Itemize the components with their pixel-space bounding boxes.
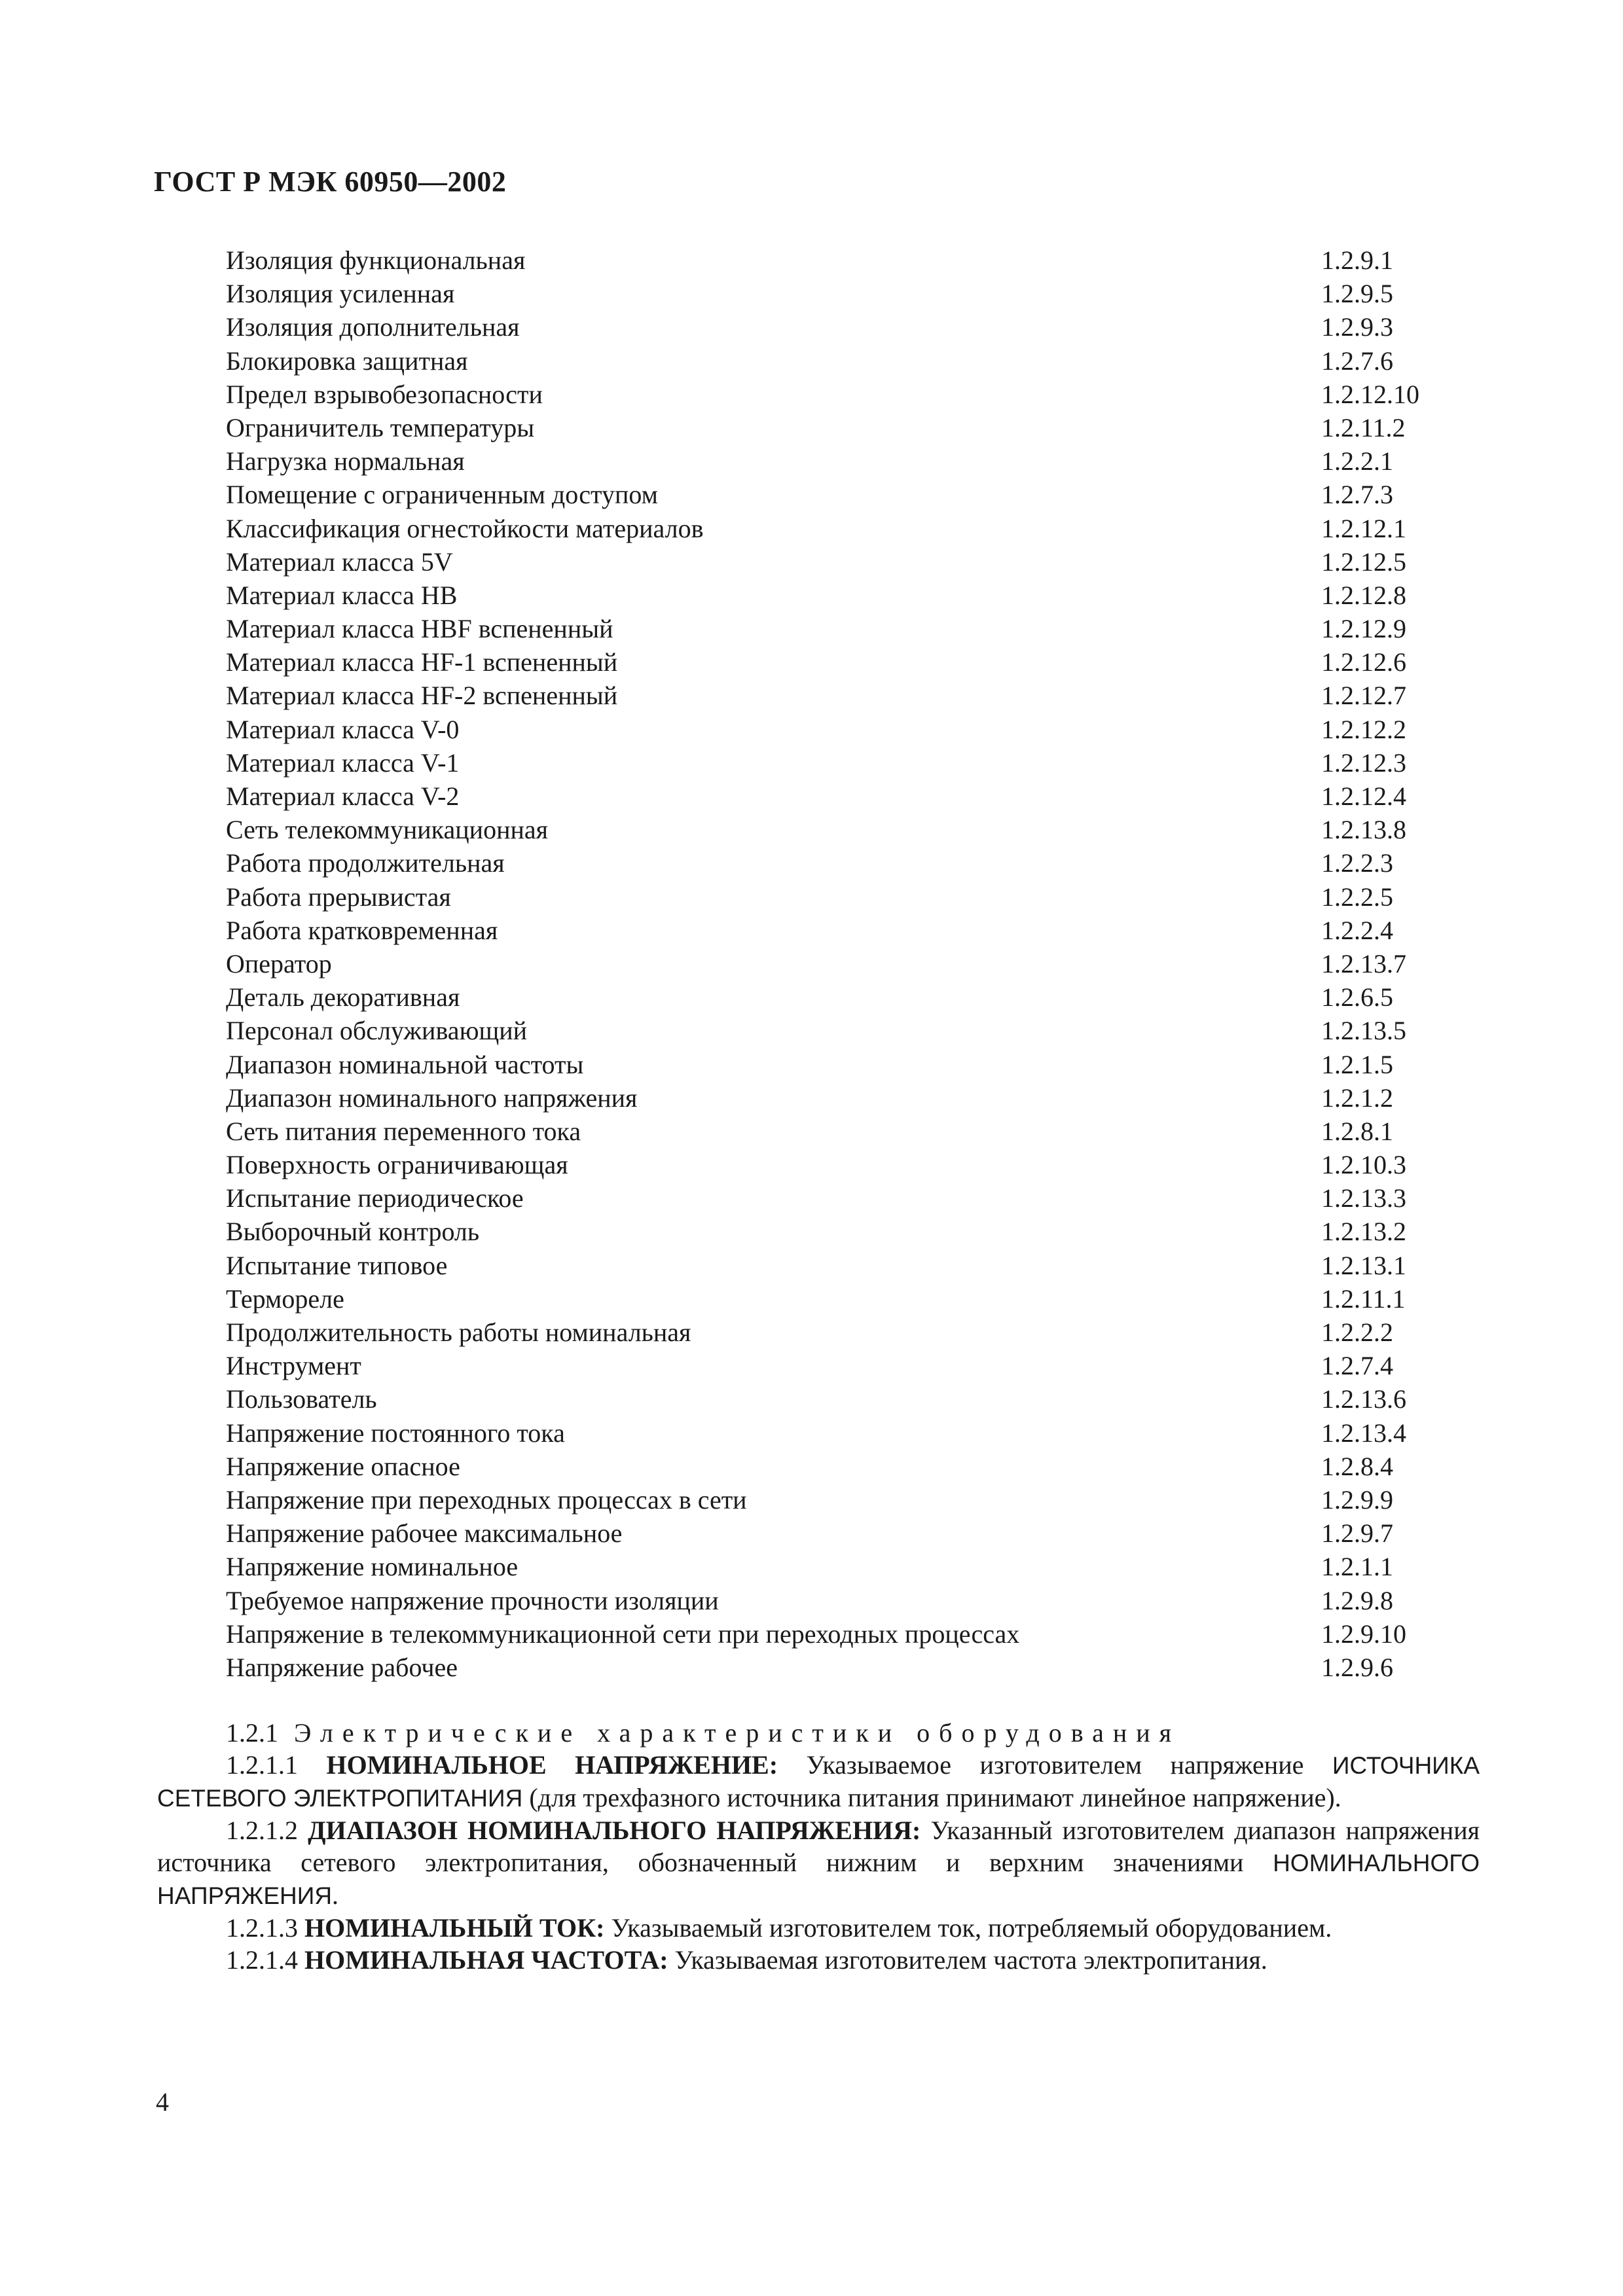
- index-ref: 1.2.13.8: [1321, 815, 1406, 845]
- index-ref: 1.2.2.5: [1321, 882, 1393, 912]
- index-term: Работа кратковременная: [226, 915, 498, 945]
- index-entry: [226, 1181, 1470, 1215]
- index-entry: [226, 1148, 1470, 1181]
- index-term: Диапазон номинальной частоты: [226, 1049, 584, 1079]
- definition-text: Указываемое изготовителем напряжение: [806, 1750, 1332, 1780]
- index-ref: 1.2.1.5: [1321, 1049, 1393, 1079]
- clause-number: 1.2.1.2: [226, 1816, 298, 1845]
- index-term: Испытание типовое: [226, 1250, 448, 1280]
- index-entry: [226, 880, 1470, 914]
- index-entry: [226, 1450, 1470, 1483]
- index-ref: 1.2.8.1: [1321, 1116, 1393, 1146]
- index-term: Ограничитель температуры: [226, 412, 535, 442]
- index-term: Термореле: [226, 1283, 344, 1314]
- index-ref: 1.2.13.3: [1321, 1183, 1406, 1213]
- index-term: Изоляция дополнительная: [226, 312, 520, 342]
- index-ref: 1.2.12.2: [1321, 714, 1406, 744]
- index-entry: [226, 1483, 1470, 1516]
- index-entry: [226, 1249, 1470, 1282]
- index-term: Продолжительность работы номинальная: [226, 1318, 691, 1347]
- index-ref: 1.2.13.2: [1321, 1217, 1406, 1247]
- index-term: Материал класса V-2: [226, 781, 460, 811]
- index-term: Материал класса HF-2 вспененный: [226, 681, 618, 711]
- defined-term: НОМИНАЛЬНАЯ ЧАСТОТА:: [304, 1945, 668, 1975]
- index-ref: 1.2.7.6: [1321, 346, 1393, 376]
- index-term: Блокировка защитная: [226, 346, 468, 376]
- index-entry: [226, 579, 1470, 612]
- index-ref: 1.2.1.1: [1321, 1552, 1393, 1582]
- index-term: Сеть питания переменного тока: [226, 1116, 581, 1146]
- index-term: Материал класса V-1: [226, 747, 460, 778]
- index-term: Напряжение постоянного тока: [226, 1418, 565, 1448]
- index-ref: 1.2.11.2: [1321, 412, 1406, 442]
- index-entry: [226, 1215, 1470, 1248]
- index-term: Сеть телекоммуникационная: [226, 815, 549, 845]
- index-term: Материал класса HB: [226, 580, 458, 610]
- index-ref: 1.2.12.4: [1321, 781, 1406, 811]
- index-term: Персонал обслуживающий: [226, 1016, 528, 1046]
- index-ref: 1.2.2.3: [1321, 848, 1393, 878]
- index-entry: [226, 1115, 1470, 1148]
- index-entry: [226, 310, 1470, 344]
- index-ref: 1.2.11.1: [1321, 1283, 1406, 1314]
- index-term: Напряжение в телекоммуникационной сети при переходных процессах: [226, 1619, 1020, 1649]
- index-entry: [226, 1516, 1470, 1550]
- definition-text-continued: (для трехфазного источника питания принимают линейное напряжение).: [522, 1783, 1341, 1812]
- index-entry: [226, 1282, 1470, 1316]
- index-ref: 1.2.9.9: [1321, 1484, 1393, 1515]
- index-entry: [226, 1349, 1470, 1382]
- index-entry: [226, 746, 1470, 780]
- clause-number: 1.2.1.3: [226, 1913, 298, 1943]
- index-entry: [226, 512, 1470, 545]
- index-ref: 1.2.2.2: [1321, 1318, 1393, 1347]
- index-term: Пользователь: [226, 1384, 377, 1414]
- definition-text: Указываемая изготовителем частота электропитания.: [674, 1945, 1267, 1975]
- term-index-list: [226, 243, 1470, 1684]
- index-entry: [226, 378, 1470, 411]
- index-ref: 1.2.2.1: [1321, 446, 1393, 476]
- index-entry: [226, 1081, 1470, 1115]
- index-entry: [226, 1584, 1470, 1617]
- index-entry: [226, 780, 1470, 813]
- index-entry: [226, 478, 1470, 511]
- index-term: Работа продолжительная: [226, 848, 505, 878]
- page-number: 4: [156, 2087, 169, 2117]
- defined-term: ДИАПАЗОН НОМИНАЛЬНОГО НАПРЯЖЕНИЯ:: [308, 1816, 921, 1845]
- index-entry: [226, 947, 1470, 980]
- definition-paragraph: [157, 1912, 1480, 1944]
- definition-text: Указываемый изготовителем ток, потребляемый оборудованием.: [611, 1913, 1332, 1943]
- index-entry: [226, 545, 1470, 579]
- defined-term: НОМИНАЛЬНОЕ НАПРЯЖЕНИЕ:: [326, 1750, 778, 1780]
- index-entry: [226, 1048, 1470, 1081]
- index-entry: [226, 1316, 1470, 1349]
- index-ref: 1.2.12.8: [1321, 580, 1406, 610]
- index-term: Предел взрывобезопасности: [226, 379, 543, 409]
- index-ref: 1.2.8.4: [1321, 1451, 1393, 1481]
- definition-paragraph: [157, 1944, 1480, 1976]
- index-entry: [226, 679, 1470, 712]
- index-ref: 1.2.12.5: [1321, 547, 1406, 577]
- index-entry: [226, 1651, 1470, 1684]
- index-entry: [226, 1550, 1470, 1583]
- index-ref: 1.2.7.3: [1321, 480, 1393, 510]
- index-ref: 1.2.9.8: [1321, 1585, 1393, 1615]
- index-ref: 1.2.13.1: [1321, 1250, 1406, 1280]
- index-term: Поверхность ограничивающая: [226, 1150, 568, 1180]
- index-entry: [226, 612, 1470, 645]
- index-term: Работа прерывистая: [226, 882, 451, 912]
- index-entry: [226, 713, 1470, 746]
- document-header: ГОСТ Р МЭК 60950—2002: [154, 166, 507, 198]
- clause-number: 1.2.1.1: [226, 1750, 298, 1780]
- index-ref: 1.2.12.10: [1321, 379, 1419, 409]
- referenced-term: НОМИНАЛЬНОГО НАПРЯЖЕНИЯ: [157, 1850, 1480, 1909]
- index-entry: [226, 846, 1470, 880]
- index-entry: [226, 980, 1470, 1014]
- index-ref: 1.2.9.3: [1321, 312, 1393, 342]
- index-ref: 1.2.9.10: [1321, 1619, 1406, 1649]
- section-title: Электрические характеристики оборудования: [294, 1718, 1181, 1748]
- index-term: Изоляция усиленная: [226, 279, 455, 309]
- index-entry: [226, 444, 1470, 478]
- index-entry: [226, 1014, 1470, 1047]
- index-ref: 1.2.12.3: [1321, 747, 1406, 778]
- section-heading: [157, 1717, 1480, 1749]
- section-body: [157, 1717, 1480, 1976]
- index-term: Выборочный контроль: [226, 1217, 480, 1247]
- index-ref: 1.2.9.1: [1321, 245, 1393, 275]
- index-entry: [226, 645, 1470, 679]
- defined-term: НОМИНАЛЬНЫЙ ТОК:: [304, 1913, 605, 1943]
- index-term: Испытание периодическое: [226, 1183, 524, 1213]
- index-term: Помещение с ограниченным доступом: [226, 480, 658, 510]
- definition-paragraph: [157, 1749, 1480, 1814]
- index-term: Деталь декоративная: [226, 982, 460, 1013]
- index-entry: [226, 813, 1470, 846]
- index-term: Изоляция функциональная: [226, 245, 526, 275]
- index-ref: 1.2.13.7: [1321, 948, 1406, 978]
- definition-text: Указанный изготовителем диапазон напряжения источника сетевого электропитания, обозначенный нижним и верхним значениями: [157, 1816, 1480, 1877]
- definition-paragraph: [157, 1814, 1480, 1912]
- index-ref: 1.2.12.7: [1321, 681, 1406, 711]
- index-entry: [226, 1382, 1470, 1416]
- index-ref: 1.2.12.1: [1321, 513, 1406, 543]
- index-ref: 1.2.13.6: [1321, 1384, 1406, 1414]
- clause-number: 1.2.1.4: [226, 1945, 298, 1975]
- referenced-term: ИСТОЧНИКА СЕТЕВОГО ЭЛЕКТРОПИТАНИЯ: [157, 1752, 1480, 1812]
- index-term: Инструмент: [226, 1351, 361, 1381]
- index-term: Оператор: [226, 948, 332, 978]
- index-entry: [226, 277, 1470, 310]
- index-term: Напряжение рабочее максимальное: [226, 1518, 623, 1549]
- index-term: Материал класса 5V: [226, 547, 453, 577]
- index-ref: 1.2.10.3: [1321, 1150, 1406, 1180]
- index-ref: 1.2.9.5: [1321, 279, 1393, 309]
- index-term: Материал класса HF-1 вспененный: [226, 647, 618, 677]
- index-ref: 1.2.13.4: [1321, 1418, 1406, 1448]
- index-ref: 1.2.12.6: [1321, 647, 1406, 677]
- index-ref: 1.2.2.4: [1321, 915, 1393, 945]
- index-entry: [226, 1416, 1470, 1450]
- index-ref: 1.2.12.9: [1321, 614, 1406, 644]
- index-term: Напряжение опасное: [226, 1451, 460, 1481]
- index-ref: 1.2.7.4: [1321, 1351, 1393, 1381]
- index-term: Материал класса V-0: [226, 714, 460, 744]
- index-term: Напряжение номинальное: [226, 1552, 519, 1582]
- index-term: Напряжение при переходных процессах в сети: [226, 1484, 747, 1515]
- index-ref: 1.2.13.5: [1321, 1016, 1406, 1046]
- index-term: Нагрузка нормальная: [226, 446, 465, 476]
- index-entry: [226, 243, 1470, 277]
- index-ref: 1.2.9.7: [1321, 1518, 1393, 1549]
- section-number: 1.2.1: [226, 1718, 278, 1748]
- index-term: Материал класса HBF вспененный: [226, 614, 613, 644]
- definition-text-continued: .: [332, 1880, 339, 1910]
- index-entry: [226, 344, 1470, 378]
- index-term: Диапазон номинального напряжения: [226, 1083, 638, 1113]
- index-entry: [226, 1617, 1470, 1651]
- index-ref: 1.2.1.2: [1321, 1083, 1393, 1113]
- index-term: Напряжение рабочее: [226, 1652, 458, 1682]
- index-entry: [226, 411, 1470, 444]
- index-entry: [226, 914, 1470, 947]
- index-ref: 1.2.9.6: [1321, 1652, 1393, 1682]
- index-ref: 1.2.6.5: [1321, 982, 1393, 1013]
- index-term: Требуемое напряжение прочности изоляции: [226, 1585, 719, 1615]
- index-term: Классификация огнестойкости материалов: [226, 513, 704, 543]
